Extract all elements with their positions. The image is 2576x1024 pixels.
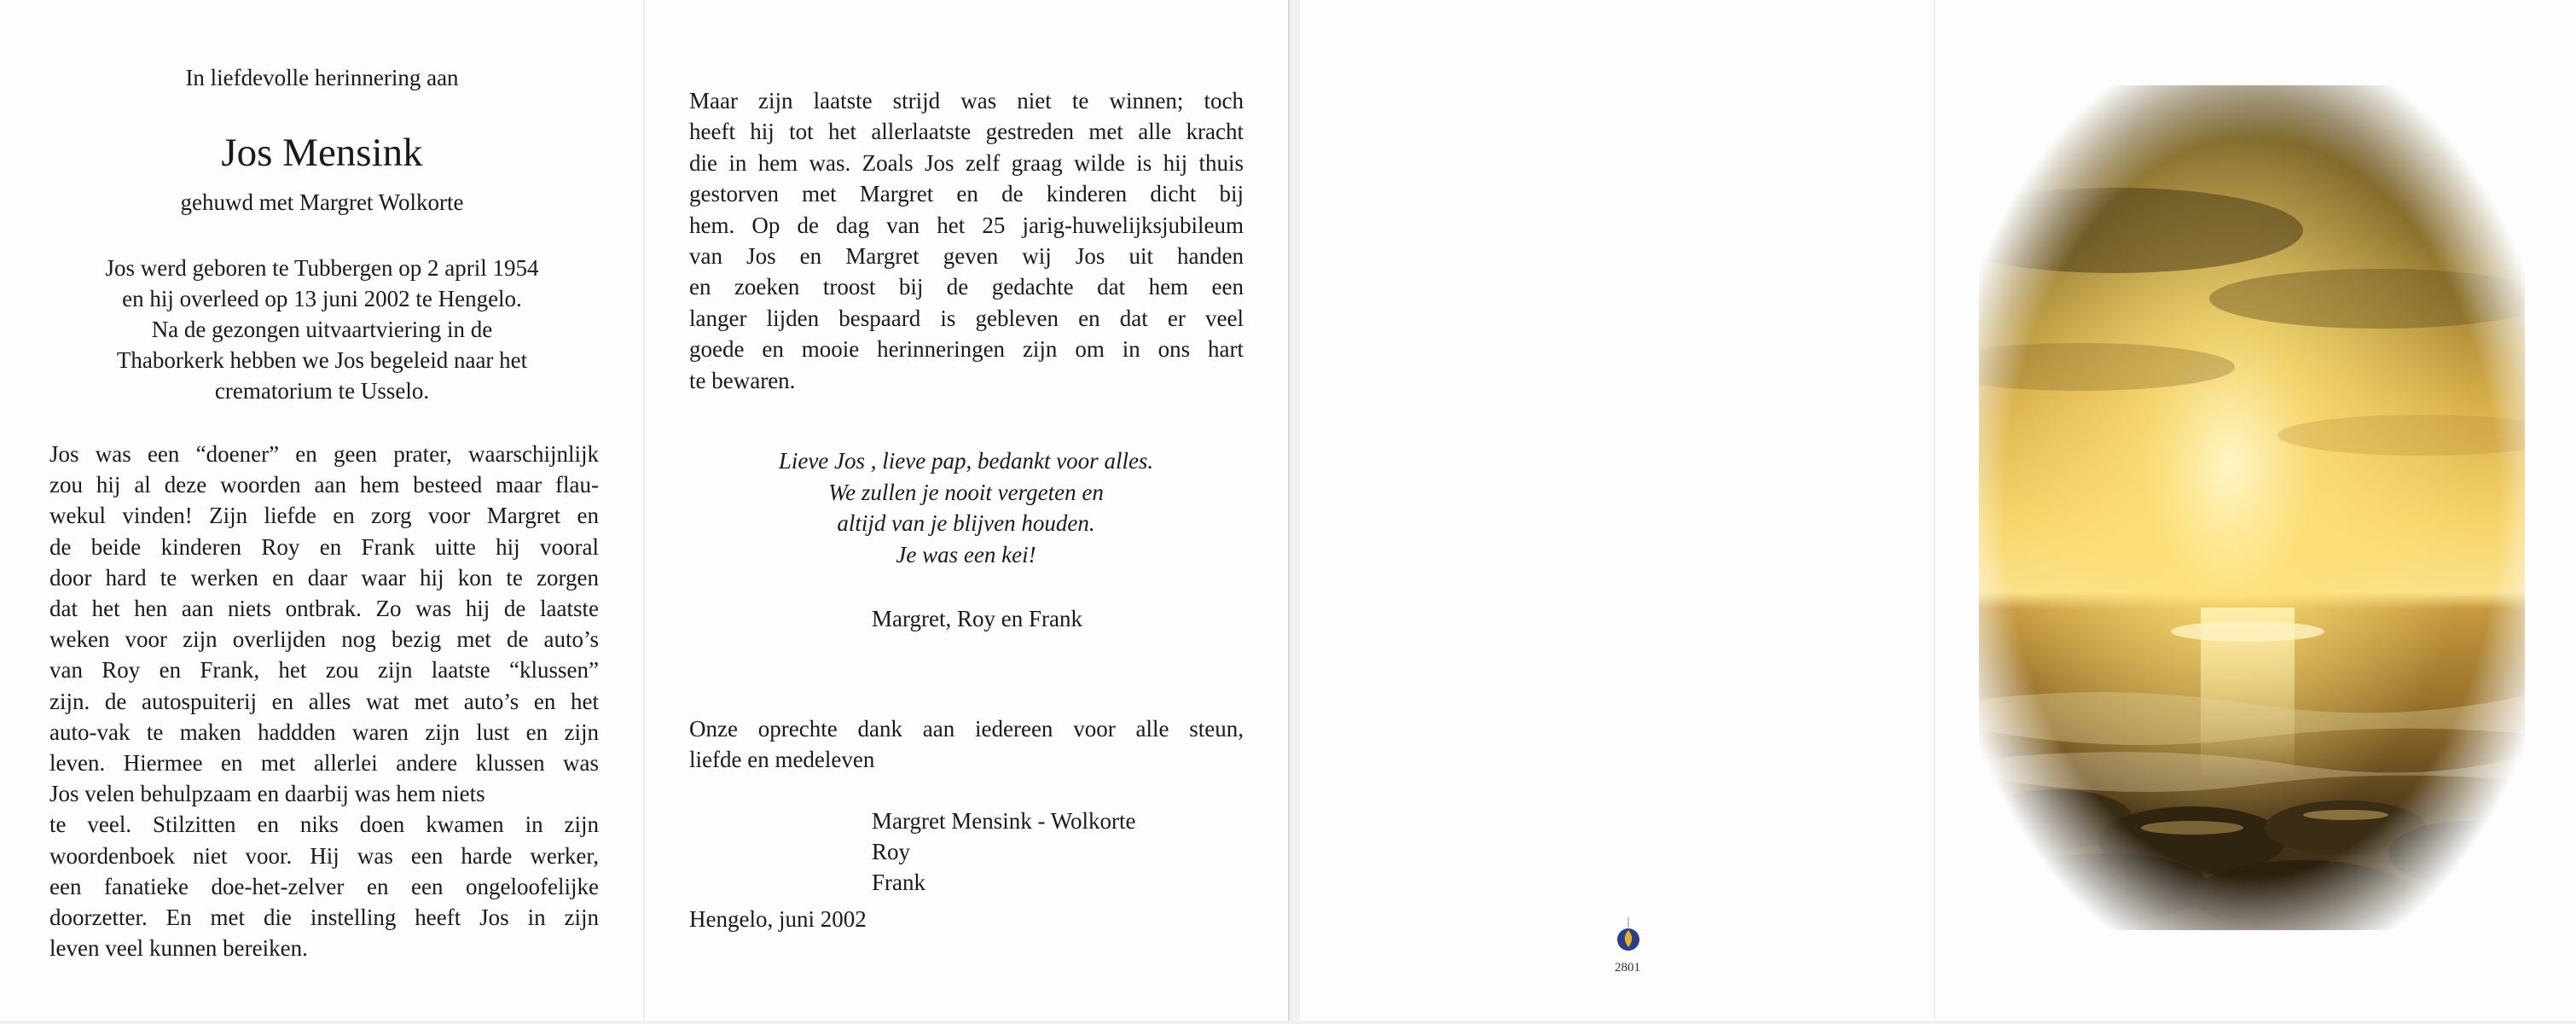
family-signature-list	[872, 806, 1136, 898]
tribute-line: dat het hen aan niets ontbrak. Zo was hij de laatste	[49, 596, 599, 622]
place-date: Hengelo, juni 2002	[689, 906, 867, 932]
tribute-line: door hard te werken en daar waar hij kon te zorgen	[49, 564, 599, 591]
life-dates-line: Thaborkerk hebben we Jos begeleid naar het	[116, 347, 528, 373]
closing-line: die in hem was. Zoals Jos zelf graag wilde is hij thuis	[689, 149, 1244, 176]
life-dates-line: crematorium te Usselo.	[214, 378, 430, 404]
flame-drop-icon	[1614, 917, 1643, 951]
tribute-line: auto-vak te maken haddden waren zijn lust en zijn	[49, 719, 599, 745]
tribute-line: zijn. de autospuiterij en alles wat met auto’s en het	[49, 688, 599, 714]
closing-line: heeft hij tot het allerlaatste gestreden met alle kracht	[689, 119, 1244, 145]
inner-right-page	[644, 0, 1288, 1021]
tribute-line: Jos velen behulpzaam en daarbij was hem niets	[49, 781, 485, 807]
sunset-over-sea-image	[1979, 85, 2525, 930]
closing-line: Maar zijn laatste strijd was niet te winnen; toch	[689, 88, 1244, 113]
life-dates-line: en hij overleed op 13 juni 2002 te Hengelo.	[122, 286, 522, 311]
tribute-line: te veel. Stilzitten en niks doen kwamen in zijn	[49, 812, 599, 838]
inner-left-page	[0, 0, 644, 1021]
spouse-line: gehuwd met Margret Wolkorte	[180, 189, 464, 215]
tribute-line: wekul vinden! Zijn liefde en zorg voor Margret en	[49, 503, 599, 529]
thanks-line: Onze oprechte dank aan iedereen voor alle steun,	[689, 716, 1244, 742]
life-dates-paragraph	[0, 253, 644, 406]
poem-line: altijd van je blijven houden.	[837, 510, 1095, 536]
center-fold	[1934, 0, 1935, 1021]
tribute-line: woordenboek niet voor. Hij was een harde werker,	[49, 842, 599, 869]
tribute-line: Jos was een “doener” en geen prater, waarschijnlijk	[49, 441, 599, 467]
card-number: 2801	[1615, 961, 1640, 975]
closing-line: te bewaren.	[689, 367, 796, 393]
tribute-line: doorzetter. En met die instelling heeft Jos in zijn	[49, 905, 599, 931]
closing-line: en zoeken troost bij de gedachte dat hem een	[689, 274, 1244, 300]
closing-line: langer lijden bespaard is gebleven en dat er veel	[689, 305, 1244, 331]
family-member: Roy	[872, 839, 911, 864]
family-member: Frank	[872, 870, 925, 895]
tribute-line: zou hij al deze woorden aan hem besteed maar flau-	[49, 472, 599, 498]
card-inner-sheet	[0, 0, 1290, 1021]
poem-line: Lieve Jos , lieve pap, bedankt voor alles.	[778, 448, 1154, 474]
poem-signature: Margret, Roy en Frank	[872, 606, 1082, 631]
closing-line: goede en mooie herinneringen zijn om in ons hart	[689, 336, 1244, 363]
closing-paragraph	[689, 85, 1244, 396]
poem-line: Je was een kei!	[896, 541, 1036, 567]
closing-line: gestorven met Margret en de kinderen dicht bij	[689, 181, 1244, 207]
closing-line: hem. Op de dag van het 25 jarig-huwelijksjubileum	[689, 212, 1244, 238]
tribute-line: van Roy en Frank, het zou zijn laatste “klussen”	[49, 657, 599, 684]
life-dates-line: Na de gezongen uitvaartviering in de	[151, 317, 493, 342]
farewell-poem	[644, 445, 1288, 570]
tribute-line: leven. Hiermee en met allerlei andere klussen was	[49, 750, 599, 777]
life-dates-line: Jos werd geboren te Tubbergen op 2 april 1954	[105, 255, 539, 281]
closing-line: van Jos en Margret geven wij Jos uit handen	[689, 243, 1244, 270]
deceased-name: Jos Mensink	[221, 131, 423, 175]
tribute-line: een fanatieke doe-het-zelver en een ongeloofelijke	[49, 873, 599, 899]
tribute-line: weken voor zijn overlijden nog bezig met de auto’s	[49, 626, 599, 653]
memorial-intro: In liefdevolle herinnering aan	[185, 65, 459, 90]
thanks-paragraph	[689, 713, 1244, 775]
poem-line: We zullen je nooit vergeten en	[828, 479, 1104, 505]
tribute-line: leven veel kunnen bereiken.	[49, 935, 308, 962]
tribute-paragraph	[49, 439, 599, 963]
thanks-line: liefde en medeleven	[689, 747, 875, 772]
family-member: Margret Mensink - Wolkorte	[872, 808, 1136, 834]
tribute-line: de beide kinderen Roy en Frank uitte hij vooral	[49, 533, 599, 560]
